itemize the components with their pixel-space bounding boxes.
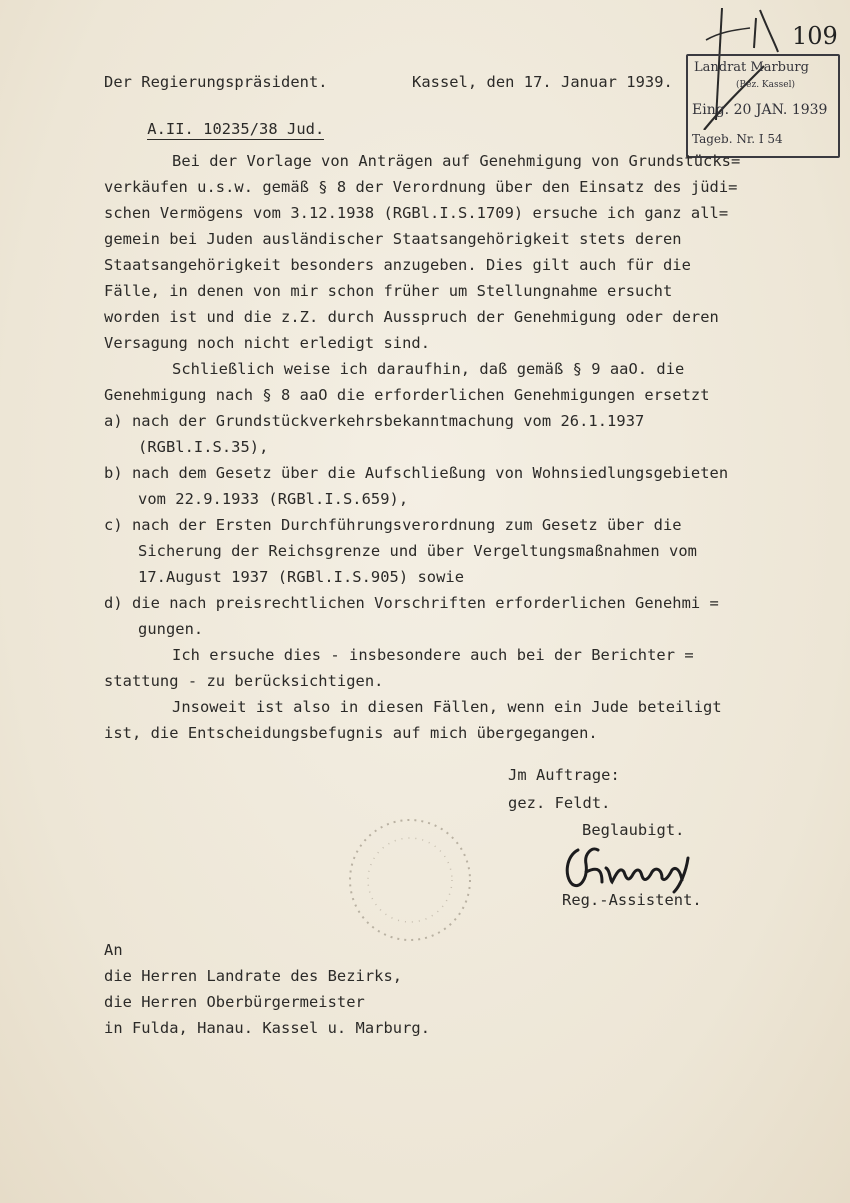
addressee-line: die Herren Oberbürgermeister: [104, 993, 365, 1011]
faint-seal-icon: [340, 810, 480, 950]
stamp-line-3: Eing. 20 JAN. 1939: [692, 102, 828, 118]
list-item-d: d) die nach preisrechtlichen Vorschriften erforderlichen Genehmi =: [104, 594, 719, 612]
body-line: Schließlich weise ich daraufhin, daß gemäß § 9 aaO. die: [172, 360, 685, 378]
list-item-c-cont: 17.August 1937 (RGBl.I.S.905) sowie: [138, 568, 465, 586]
reference-number: A.II. 10235/38 Jud.: [147, 120, 325, 138]
stamp-line-4: Tageb. Nr. I 54: [692, 132, 783, 146]
body-line: Ich ersuche dies - insbesondere auch bei der Berichter =: [172, 646, 694, 664]
body-line: Bei der Vorlage von Anträgen auf Genehmigung von Grundstücks=: [172, 152, 741, 170]
receipt-stamp: [686, 54, 840, 158]
on-behalf: Jm Auftrage:: [508, 766, 620, 784]
addressee-line: An: [104, 941, 123, 959]
handwritten-signature-icon: [558, 836, 708, 896]
body-line: verkäufen u.s.w. gemäß § 8 der Verordnung über den Einsatz des jüdi=: [104, 178, 738, 196]
addressee-line: die Herren Landrate des Bezirks,: [104, 967, 403, 985]
body-line: Fälle, in denen von mir schon früher um Stellungnahme ersucht: [104, 282, 673, 300]
stamp-line-2: (Bez. Kassel): [736, 80, 795, 90]
body-line: schen Vermögens vom 3.12.1938 (RGBl.I.S.1709) ersuche ich ganz all=: [104, 204, 729, 222]
body-line: ist, die Entscheidungsbefugnis auf mich übergegangen.: [104, 724, 598, 742]
issuing-authority: Der Regierungspräsident.: [104, 73, 328, 91]
addressee-line: in Fulda, Hanau. Kassel u. Marburg.: [104, 1019, 431, 1037]
list-item-c: c) nach der Ersten Durchführungsverordnung zum Gesetz über die: [104, 516, 682, 534]
list-item-a: a) nach der Grundstückverkehrsbekanntmachung vom 26.1.1937: [104, 412, 645, 430]
certified-label: Beglaubigt.: [582, 821, 685, 839]
list-item-c-cont: Sicherung der Reichsgrenze und über Vergeltungsmaßnahmen vom: [138, 542, 697, 560]
place-date: Kassel, den 17. Januar 1939.: [412, 73, 673, 91]
list-item-d-cont: gungen.: [138, 620, 204, 638]
list-item-a-cont: (RGBl.I.S.35),: [138, 438, 269, 456]
body-line: Versagung noch nicht erledigt sind.: [104, 334, 431, 352]
body-line: gemein bei Juden ausländischer Staatsangehörigkeit stets deren: [104, 230, 682, 248]
list-item-b-cont: vom 22.9.1933 (RGBl.I.S.659),: [138, 490, 409, 508]
signed-by: gez. Feldt.: [508, 794, 611, 812]
stamp-line-1: Landrat Marburg: [694, 60, 809, 75]
body-line: Jnsoweit ist also in diesen Fällen, wenn ein Jude beteiligt: [172, 698, 722, 716]
body-line: worden ist und die z.Z. durch Ausspruch der Genehmigung oder deren: [104, 308, 719, 326]
body-line: Staatsangehörigkeit besonders anzugeben. Dies gilt auch für die: [104, 256, 691, 274]
reference-wrap: [110, 99, 324, 159]
body-line: stattung - zu berücksichtigen.: [104, 672, 384, 690]
list-item-b: b) nach dem Gesetz über die Aufschließung von Wohnsiedlungsgebieten: [104, 464, 729, 482]
body-line: Genehmigung nach § 8 aaO die erforderlichen Genehmigungen ersetzt: [104, 386, 710, 404]
signer-title: Reg.-Assistent.: [562, 891, 702, 909]
page-number: 109: [792, 22, 838, 50]
